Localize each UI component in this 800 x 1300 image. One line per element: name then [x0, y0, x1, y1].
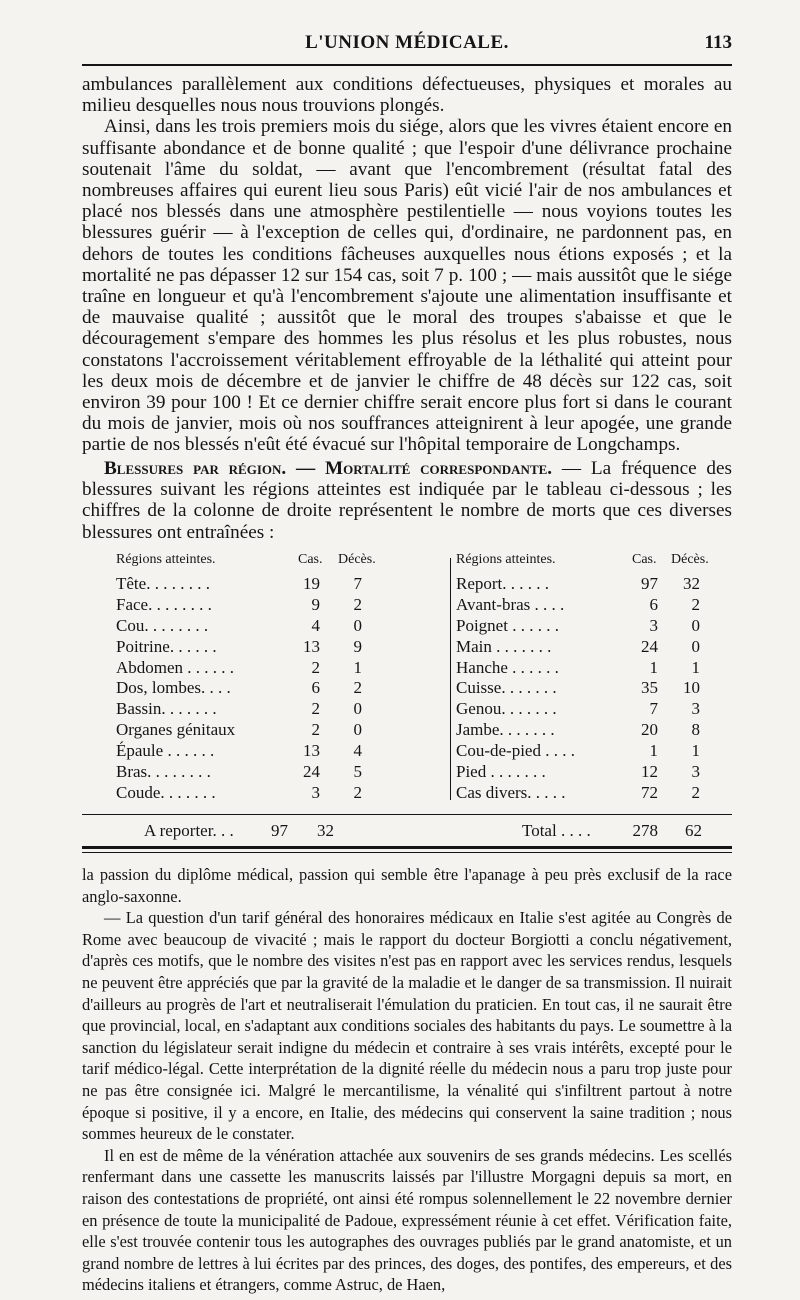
row-cases: 13: [303, 636, 320, 656]
header-cases: Cas.: [632, 552, 657, 567]
header-region: Régions atteintes.: [456, 552, 556, 567]
row-cases: 35: [641, 678, 658, 698]
row-cases: 6: [649, 594, 658, 614]
paragraph: Il en est de même de la vénération attachée aux souvenirs de ses grands médecins. Les scellés renfermant dans une cassette les manuscrits laissés par l'illustre Morgagni depuis sa mort, en raison des contestations de propriété, ont ainsi été rompus solennellement le 22 novembre dernier en présence de toute la municipalité de Padoue, expressément réunie à cet effet. Vérification faite, elle s'est trouvée contenir tous les autographes des ouvrages publiés par le grand anatomiste, et un grand nombre de lettres à lui écrites par des princes, des doges, des pontifes, des empereurs, et des médecins italiens et étrangers, comme Astruc, de Haen,: [82, 1145, 732, 1295]
header-rule: [82, 64, 732, 66]
table-row: [116, 720, 406, 741]
row-label: Avant-bras . . . .: [456, 594, 565, 614]
header-region: Régions atteintes.: [116, 552, 216, 567]
page-number: 113: [704, 32, 732, 53]
row-cases: 2: [311, 720, 320, 740]
lower-text: [82, 864, 732, 1296]
table-row: [116, 658, 406, 679]
table-row: [116, 574, 406, 595]
table-row: [456, 658, 736, 679]
table-row: [116, 741, 406, 762]
row-deaths: 0: [353, 615, 362, 635]
table-header: [116, 552, 406, 574]
right-total-cases: 278: [632, 821, 658, 840]
row-deaths: 4: [353, 741, 362, 761]
row-deaths: 3: [691, 699, 700, 719]
row-cases: 1: [649, 741, 658, 761]
row-label: Dos, lombes. . . .: [116, 678, 231, 698]
table-row: [456, 595, 736, 616]
table-row: [116, 616, 406, 637]
left-total-label: A reporter. . .: [144, 821, 234, 840]
table-divider: [450, 558, 451, 800]
section-text: — La fréquence des blessures suivant les régions atteintes est indiquée par le tableau ci-dessous ; les chiffres de la colonne de droite représentent le nombre de morts que ces diverses blessures ont entraînées :: [82, 458, 732, 543]
table-row: [456, 699, 736, 720]
header-deaths: Décès.: [338, 552, 376, 567]
row-deaths: 2: [691, 594, 700, 614]
row-deaths: 2: [691, 782, 700, 802]
header-cases: Cas.: [298, 552, 323, 567]
right-total-deaths: 62: [685, 821, 702, 840]
section-heading: Blessures par région. — Mortalité correspondante.: [104, 458, 553, 479]
row-deaths: 2: [353, 594, 362, 614]
row-cases: 3: [311, 782, 320, 802]
row-label: Organes génitaux: [116, 720, 236, 740]
left-total-deaths: 32: [317, 821, 334, 840]
paragraph: [82, 458, 732, 543]
table-row: [116, 699, 406, 720]
row-cases: 24: [641, 636, 658, 656]
row-cases: 6: [311, 678, 320, 698]
table-row: [456, 637, 736, 658]
right-total-label: Total . . . .: [522, 821, 591, 840]
row-cases: 19: [303, 574, 320, 593]
table-row: [456, 741, 736, 762]
table-row: [456, 720, 736, 741]
row-label: Pied . . . . . . .: [456, 762, 546, 782]
row-cases: 12: [641, 762, 658, 782]
total-rule: [82, 814, 732, 815]
row-cases: 97: [641, 574, 658, 593]
row-deaths: 1: [691, 657, 700, 677]
table-totals: [82, 820, 732, 842]
table-row: [116, 637, 406, 658]
row-label: Genou. . . . . . .: [456, 699, 557, 719]
table-header: [456, 552, 736, 574]
row-cases: 2: [311, 699, 320, 719]
row-cases: 2: [311, 657, 320, 677]
row-cases: 24: [303, 762, 320, 782]
table-left-column: [116, 552, 406, 804]
row-deaths: 1: [691, 741, 700, 761]
table-row: [456, 762, 736, 783]
row-cases: 7: [649, 699, 658, 719]
row-label: Abdomen . . . . . .: [116, 657, 235, 677]
row-deaths: 7: [353, 574, 362, 593]
row-label: Poitrine. . . . . .: [116, 636, 217, 656]
wounds-table: [82, 552, 732, 842]
row-deaths: 32: [683, 574, 700, 593]
row-label: Coude. . . . . . .: [116, 782, 216, 802]
section-separator: [82, 846, 732, 849]
row-cases: 72: [641, 782, 658, 802]
row-deaths: 5: [353, 762, 362, 782]
intro-text: [82, 74, 732, 456]
row-label: Main . . . . . . .: [456, 636, 552, 656]
left-total-cases: 97: [271, 821, 288, 840]
row-deaths: 0: [691, 636, 700, 656]
journal-title: L'UNION MÉDICALE.: [305, 32, 509, 53]
paragraph: Ainsi, dans les trois premiers mois du siége, alors que les vivres étaient encore en suffisante abondance et de bonne qualité ; que l'espoir d'une délivrance prochaine soutenait l'âme du soldat, — avant que l'encombrement (résultat fatal des nombreuses affaires qui eurent lieu sous Paris) eût vicié l'air de nos ambulances et placé nos blessés dans une atmosphère pestilentielle — nous voyions toutes les blessures guérir — à l'exception de celles qui, d'ordinaire, ne pardonnent pas, en dehors de toutes les conditions fâcheuses auxquelles nous étions exposés ; et la mortalité ne pas dépasser 12 sur 154 cas, soit 7 p. 100 ; — mais aussitôt que le siége traîne en longueur et qu'à l'encombrement s'ajoute une alimentation insuffisante et de mauvaise qualité ; aussitôt que le moral des troupes s'abaisse et que le découragement s'empare des hommes les plus résolus et les plus robustes, nous constatons l'accroissement véritablement effroyable de la léthalité qui atteint pour les deux mois de décembre et de janvier le chiffre de 48 décès sur 122 cas, soit environ 39 pour 100 ! Et ce dernier chiffre serait encore plus fort si dans le courant du mois de janvier, mois où nos souffrances atteignirent à leur apogée, une grande partie de nos blessés n'eût été évacué sur l'hôpital temporaire de Longchamps.: [82, 116, 732, 456]
row-label: Cou-de-pied . . . .: [456, 741, 575, 761]
row-cases: 9: [311, 594, 320, 614]
row-label: Cou. . . . . . . .: [116, 615, 209, 635]
row-deaths: 10: [683, 678, 700, 698]
row-cases: 20: [641, 720, 658, 740]
row-deaths: 0: [691, 615, 700, 635]
table-row: [116, 595, 406, 616]
row-label: Épaule . . . . . .: [116, 741, 215, 761]
row-cases: 3: [649, 615, 658, 635]
row-deaths: 2: [353, 782, 362, 802]
row-label: Bras. . . . . . . .: [116, 762, 211, 782]
row-label: Face. . . . . . . .: [116, 594, 212, 614]
header-deaths: Décès.: [671, 552, 709, 567]
row-deaths: 8: [691, 720, 700, 740]
row-cases: 4: [311, 615, 320, 635]
row-label: Tête. . . . . . . .: [116, 574, 210, 593]
table-row: [116, 762, 406, 783]
row-deaths: 1: [353, 657, 362, 677]
table-row: [456, 678, 736, 699]
table-row: [116, 678, 406, 699]
row-label: Bassin. . . . . . .: [116, 699, 217, 719]
row-label: Hanche . . . . . .: [456, 657, 559, 677]
row-cases: 13: [303, 741, 320, 761]
section-intro: [82, 458, 732, 543]
table-row: [456, 783, 736, 804]
table-row: [456, 574, 736, 595]
row-label: Report. . . . . .: [456, 574, 550, 593]
row-label: Cas divers. . . . .: [456, 782, 566, 802]
row-label: Poignet . . . . . .: [456, 615, 559, 635]
running-header: [82, 30, 732, 60]
row-deaths: 0: [353, 699, 362, 719]
section-separator-thin: [82, 852, 732, 853]
row-label: Cuisse. . . . . . .: [456, 678, 557, 698]
row-deaths: 9: [353, 636, 362, 656]
paragraph: ambulances parallèlement aux conditions défectueuses, physiques et morales au milieu desquelles nous nous trouvions plongés.: [82, 74, 732, 117]
row-deaths: 0: [353, 720, 362, 740]
paragraph: la passion du diplôme médical, passion qui semble être l'apanage à peu près exclusif de la race anglo-saxonne.: [82, 865, 732, 906]
row-label: Jambe. . . . . . .: [456, 720, 555, 740]
table-row: [116, 783, 406, 804]
row-deaths: 3: [691, 762, 700, 782]
table-right-column: [456, 552, 736, 804]
paragraph: — La question d'un tarif général des honoraires médicaux en Italie s'est agitée au Congrès de Rome avec beaucoup de vivacité ; mais le rapport du docteur Borgiotti a conclu négativement, d'après ces motifs, que le nombre des visites n'est pas en rapport avec les services rendus, lesquels ne peuvent être appréciés que par la gravité de la maladie et le danger de sa transmission. Il nuirait d'ailleurs au progrès de l'art et neutraliserait l'émulation du praticien. En tout cas, il ne saurait être que provincial, local, en s'adaptant aux conditions sociales des habitants du pays. Le soumettre à la sanction du législateur serait indigne du médecin et contraire à ses vrais intérêts, excepté pour le tarif médico-légal. Cette interprétation de la dignité réelle du médecin nous a paru trop juste pour ne pas être consignée ici. Malgré le mercantilisme, la vénalité qui s'infiltrent partout à notre époque si positive, il y a encore, en Italie, des médecins qui conservent la saine tradition ; nous sommes heureux de le constater.: [82, 908, 732, 1144]
table-row: [456, 616, 736, 637]
row-cases: 1: [649, 657, 658, 677]
row-deaths: 2: [353, 678, 362, 698]
